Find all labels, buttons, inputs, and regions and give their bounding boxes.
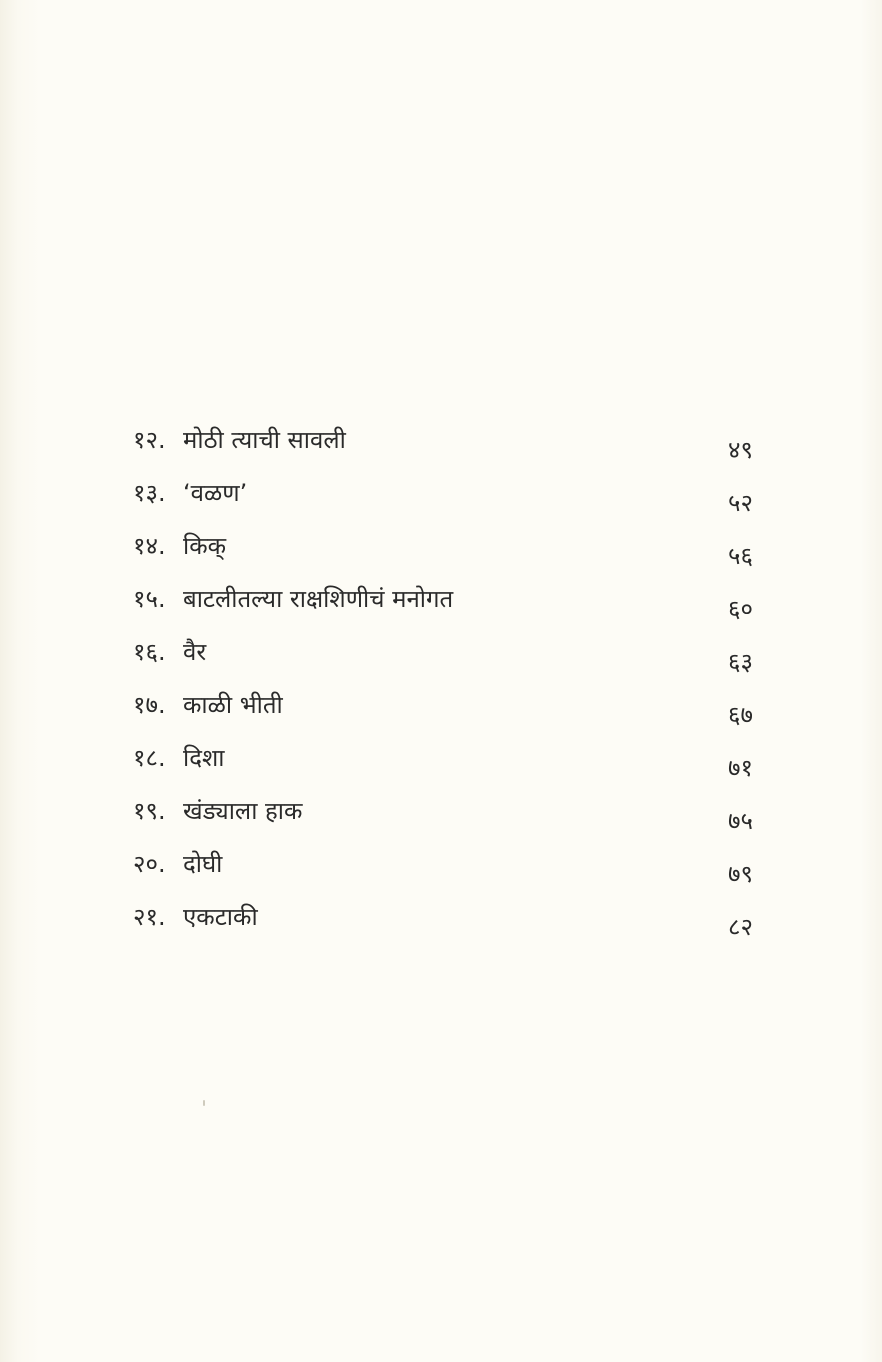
page-number: ७५ — [728, 807, 753, 835]
chapter-number: १५. — [133, 585, 166, 613]
page-number: ६० — [728, 595, 753, 623]
page-number: ७१ — [728, 754, 753, 782]
toc-entry — [133, 632, 753, 685]
chapter-title: एकटाकी — [183, 903, 258, 931]
chapter-title: दिशा — [183, 744, 225, 772]
toc-entry — [133, 791, 753, 844]
chapter-number: १६. — [133, 638, 166, 666]
chapter-title: बाटलीतल्या राक्षशिणीचं मनोगत — [183, 585, 454, 613]
page-number: ५६ — [728, 542, 753, 570]
chapter-number: १९. — [133, 797, 166, 825]
chapter-title: वैर — [183, 638, 207, 666]
toc-entry — [133, 738, 753, 791]
toc-entry — [133, 526, 753, 579]
chapter-title: ‘वळण’ — [183, 479, 248, 507]
toc-entry — [133, 579, 753, 632]
chapter-title: दोघी — [183, 850, 223, 878]
chapter-number: १८. — [133, 744, 166, 772]
toc-entry — [133, 685, 753, 738]
chapter-title: काळी भीती — [183, 691, 283, 719]
page-number: ५२ — [728, 489, 753, 517]
chapter-title: खंड्याला हाक — [183, 797, 303, 825]
chapter-number: १४. — [133, 532, 166, 560]
chapter-title: किक् — [183, 532, 227, 560]
chapter-number: १३. — [133, 479, 166, 507]
toc-entry — [133, 844, 753, 897]
toc-entry — [133, 420, 753, 473]
chapter-number: २०. — [133, 850, 166, 878]
chapter-number: १७. — [133, 691, 166, 719]
chapter-number: १२. — [133, 426, 166, 454]
page-number: ८२ — [728, 913, 753, 941]
page-number: ६३ — [728, 648, 753, 676]
page-number: ४९ — [728, 436, 753, 464]
paper-speck — [203, 1100, 205, 1106]
page-number: ७९ — [728, 860, 753, 888]
toc-entry — [133, 897, 753, 950]
table-of-contents — [133, 420, 753, 950]
chapter-title: मोठी त्याची सावली — [183, 426, 346, 454]
chapter-number: २१. — [133, 903, 166, 931]
toc-entry — [133, 473, 753, 526]
page-number: ६७ — [728, 701, 753, 729]
